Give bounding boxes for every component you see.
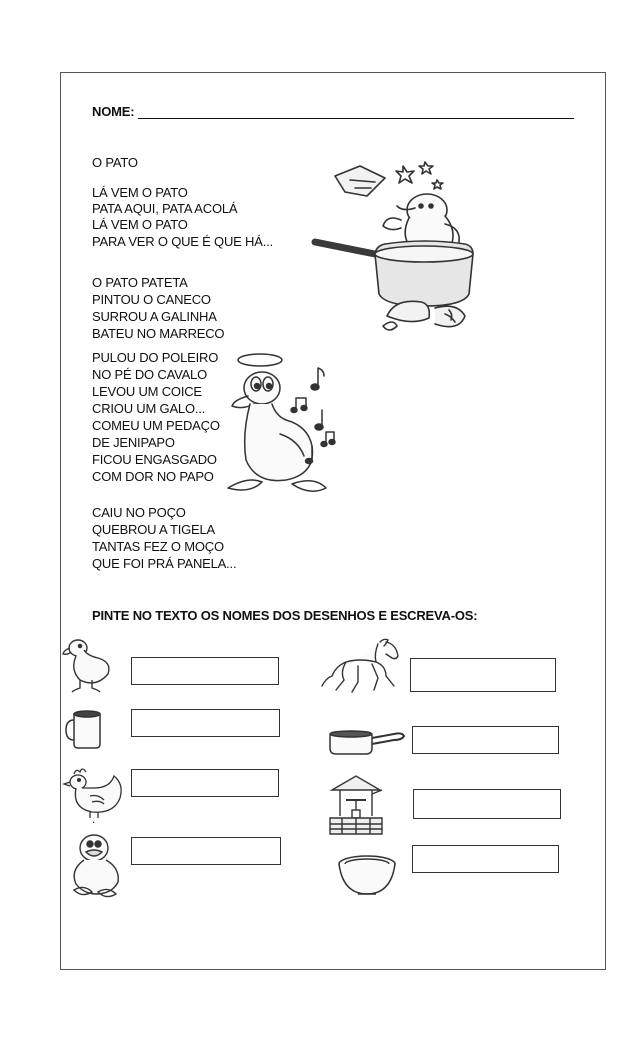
poem-line: LEVOU UM COICE — [92, 384, 202, 399]
poem-line: CRIOU UM GALO... — [92, 401, 206, 416]
poem-line: BATEU NO MARRECO — [92, 326, 225, 341]
answer-box-bowl[interactable] — [412, 845, 559, 873]
poem-line: PATA AQUI, PATA ACOLÁ — [92, 201, 238, 216]
poem-line: PINTOU O CANECO — [92, 292, 211, 307]
answer-box-duckling[interactable] — [131, 837, 281, 865]
bowl-icon — [336, 852, 398, 898]
poem-line: COM DOR NO PAPO — [92, 469, 214, 484]
poem-line: TANTAS FEZ O MOÇO — [92, 539, 224, 554]
mug-icon — [64, 708, 112, 750]
poem-line: SURROU A GALINHA — [92, 309, 217, 324]
horse-icon — [318, 636, 406, 698]
answer-box-horse[interactable] — [410, 658, 556, 692]
poem-line: LÁ VEM O PATO — [92, 185, 188, 200]
answer-box-hen[interactable] — [131, 769, 279, 797]
poem-line: CAIU NO POÇO — [92, 505, 186, 520]
answer-box-duck[interactable] — [131, 657, 279, 685]
poem-line: O PATO PATETA — [92, 275, 188, 290]
poem-line: QUE FOI PRÁ PANELA... — [92, 556, 237, 571]
poem-title: O PATO — [92, 155, 138, 170]
answer-box-pan[interactable] — [412, 726, 559, 754]
answer-box-mug[interactable] — [131, 709, 280, 737]
poem-line: NO PÉ DO CAVALO — [92, 367, 207, 382]
answer-box-well[interactable] — [413, 789, 561, 819]
stray-mark: . — [92, 812, 96, 826]
poem-line: FICOU ENGASGADO — [92, 452, 217, 467]
duck-icon — [62, 636, 114, 694]
well-icon — [324, 772, 388, 838]
name-label: NOME: — [92, 104, 135, 119]
poem-line: PULOU DO POLEIRO — [92, 350, 219, 365]
name-line[interactable] — [138, 118, 574, 119]
pan-icon — [326, 724, 406, 758]
duck-in-pan-illustration-icon — [305, 158, 480, 348]
poem-line: COMEU UM PEDAÇO — [92, 418, 220, 433]
singing-duck-illustration-icon — [218, 348, 348, 508]
exercise-instruction: PINTE NO TEXTO OS NOMES DOS DESENHOS E ESCREVA-OS: — [92, 608, 478, 623]
duckling-icon — [64, 830, 124, 900]
poem-line: QUEBROU A TIGELA — [92, 522, 215, 537]
poem-line: LÁ VEM O PATO — [92, 217, 188, 232]
poem-line: PARA VER O QUE É QUE HÁ... — [92, 234, 273, 249]
poem-line: DE JENIPAPO — [92, 435, 175, 450]
